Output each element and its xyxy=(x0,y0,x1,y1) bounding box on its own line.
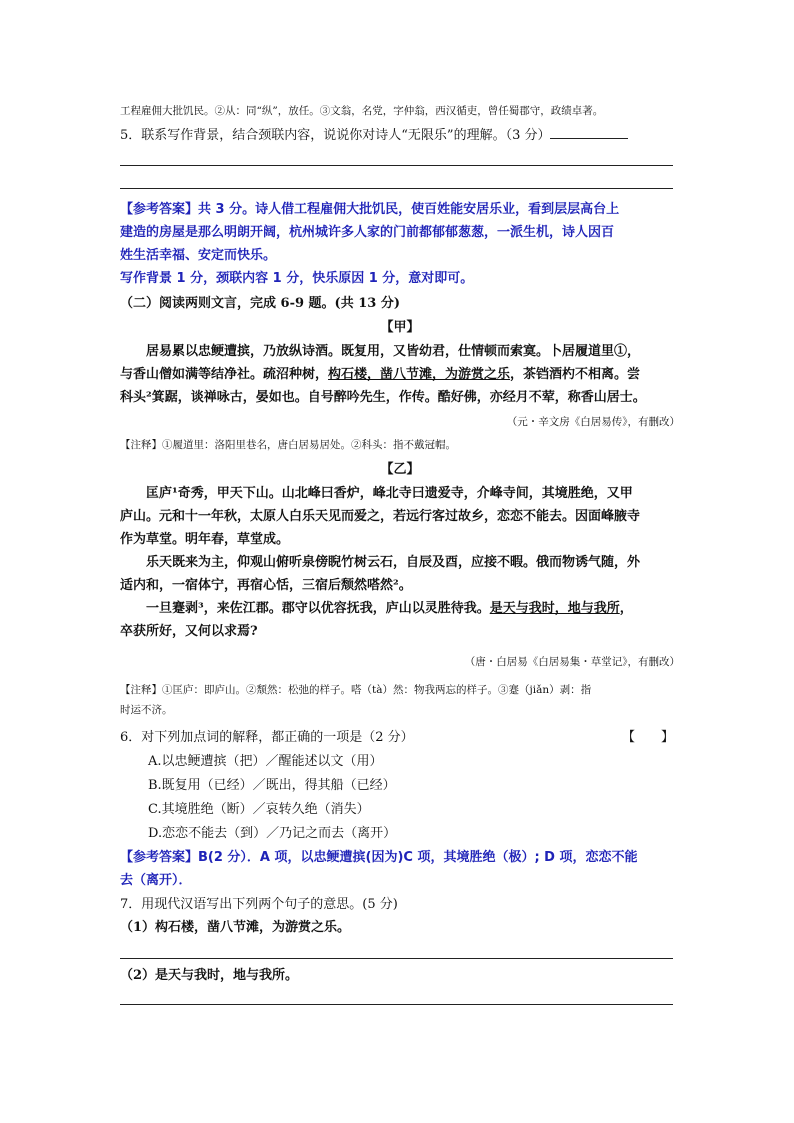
question-6-text: 6．对下列加点词的解释，都正确的一项是（2 分） xyxy=(120,730,414,745)
underlined-sentence: 是天与我时，地与我所 xyxy=(489,601,620,616)
answer-blank[interactable] xyxy=(550,126,628,139)
passage-yi xyxy=(120,482,680,643)
question-5-text: 5．联系写作背景，结合颈联内容，说说你对诗人“无限乐”的理解。（3 分） xyxy=(120,128,551,143)
passage-line: 庐山。元和十一年秋，太原人白乐天见而爱之，若远行客过故乡，恋恋不能去。因面峰腋寺 xyxy=(120,509,641,524)
passage-yi-note xyxy=(120,680,680,720)
passage-jia-label: 【甲】 xyxy=(380,320,420,335)
question-6 xyxy=(120,726,680,846)
question-7: 7．用现代汉语写出下列两个句子的意思。(5 分) xyxy=(120,897,398,912)
passage-yi-label: 【乙】 xyxy=(380,462,420,477)
answer-line[interactable] xyxy=(120,165,673,166)
passage-text: ，茶铛酒杓不相离。尝 xyxy=(510,367,641,382)
question-5 xyxy=(120,126,680,146)
note-line: 【注释】①匡庐：即庐山。②颓然：松弛的样子。嗒（tà）然：物我两忘的样子。③蹇（jiǎn）剥：指 xyxy=(120,684,592,696)
underlined-sentence: 构石楼，凿八节滩，为游赏之乐 xyxy=(328,367,511,382)
passage-text: 与香山僧如满等结净社。疏沼种树， xyxy=(120,367,329,382)
passage-line: 卒获所好，又何以求焉? xyxy=(120,624,258,639)
question-6-stem xyxy=(120,726,680,750)
answer-line[interactable] xyxy=(120,1004,673,1005)
question-7-sentence-2: （2）是天与我时，地与我所。 xyxy=(120,968,299,983)
answer-6-line: 【参考答案】B(2 分）．A 项，以忠鲠遭摈(因为)C 项，其境胜绝（极）; D 项，恋恋不能 xyxy=(120,850,638,865)
passage-line xyxy=(120,597,680,620)
option-d[interactable]: D.恋恋不能去（到）／乃记之而去（离开） xyxy=(148,826,397,841)
answer-5-scoring: 写作背景 1 分，颈联内容 1 分，快乐原因 1 分，意对即可。 xyxy=(120,271,474,286)
note-line: 时运不济。 xyxy=(120,704,173,716)
answer-line[interactable] xyxy=(120,958,673,959)
passage-line xyxy=(120,363,680,386)
answer-5 xyxy=(120,198,680,290)
passage-jia-note: 【注释】①履道里：洛阳里巷名，唐白居易居处。②科头：指不戴冠帽。 xyxy=(120,439,456,451)
passage-line: 居易累以忠鲠遭摈，乃放纵诗酒。既复用，又皆幼君，仕情顿而索寞。卜居履道里①， xyxy=(146,344,641,359)
passage-jia-source: （元・辛文房《白居易传》，有删改） xyxy=(506,416,680,428)
answer-6 xyxy=(120,846,680,892)
passage-line: 匡庐¹奇秀，甲天下山。山北峰曰香炉，峰北寺曰遗爱寺，介峰寺间，其境胜绝，又甲 xyxy=(146,486,633,501)
passage-line: 乐天既来为主，仰观山俯听泉傍睨竹树云石，自辰及酉，应接不暇。俄而物诱气随，外 xyxy=(146,555,641,570)
option-a[interactable]: A.以忠鲠遭摈（把）／醒能述以文（用） xyxy=(148,754,383,769)
answer-line[interactable] xyxy=(120,188,673,189)
passage-yi-source: （唐・白居易《白居易集・草堂记》，有删改） xyxy=(464,656,680,668)
footnote-continuation: 工程雇佣大批饥民。②从：同“纵”，放任。③文翁，名党，字仲翁，西汉循吏，曾任蜀郡守，政绩卓著。 xyxy=(120,105,604,117)
answer-bracket[interactable]: 【 】 xyxy=(621,730,674,745)
answer-5-line: 建造的房屋是那么明朗开阔，杭州城许多人家的门前都郁郁葱葱，一派生机，诗人因百 xyxy=(120,225,615,240)
passage-line: 科头²箕踞，谈禅咏古，晏如也。自号醉吟先生，作传。酷好佛，亦经月不荤，称香山居士。 xyxy=(120,390,646,405)
question-7-sentence-1: （1）构石楼，凿八节滩，为游赏之乐。 xyxy=(120,920,351,935)
answer-5-line: 姓生活幸福、安定而快乐。 xyxy=(120,248,277,263)
passage-text: 一旦蹇剥³，来佐江郡。郡守以优容抚我，庐山以灵胜待我。 xyxy=(146,601,490,616)
section-2-heading: （二）阅读两则文言，完成 6-9 题。(共 13 分) xyxy=(120,296,400,311)
passage-line: 适内和，一宿体宁，再宿心恬，三宿后颓然嗒然²。 xyxy=(120,578,412,593)
passage-line: 作为草堂。明年春，草堂成。 xyxy=(120,532,290,547)
option-b[interactable]: B.既复用（已经）／既出，得其船（已经） xyxy=(148,778,396,793)
answer-6-line: 去（离开）． xyxy=(120,873,192,888)
option-c[interactable]: C.其境胜绝（断）／哀转久绝（消失） xyxy=(148,802,370,817)
answer-5-line: 【参考答案】共 3 分。诗人借工程雇佣大批饥民，使百姓能安居乐业，看到层层高台上 xyxy=(120,202,620,217)
passage-jia xyxy=(120,340,680,409)
passage-text: ， xyxy=(619,601,633,616)
